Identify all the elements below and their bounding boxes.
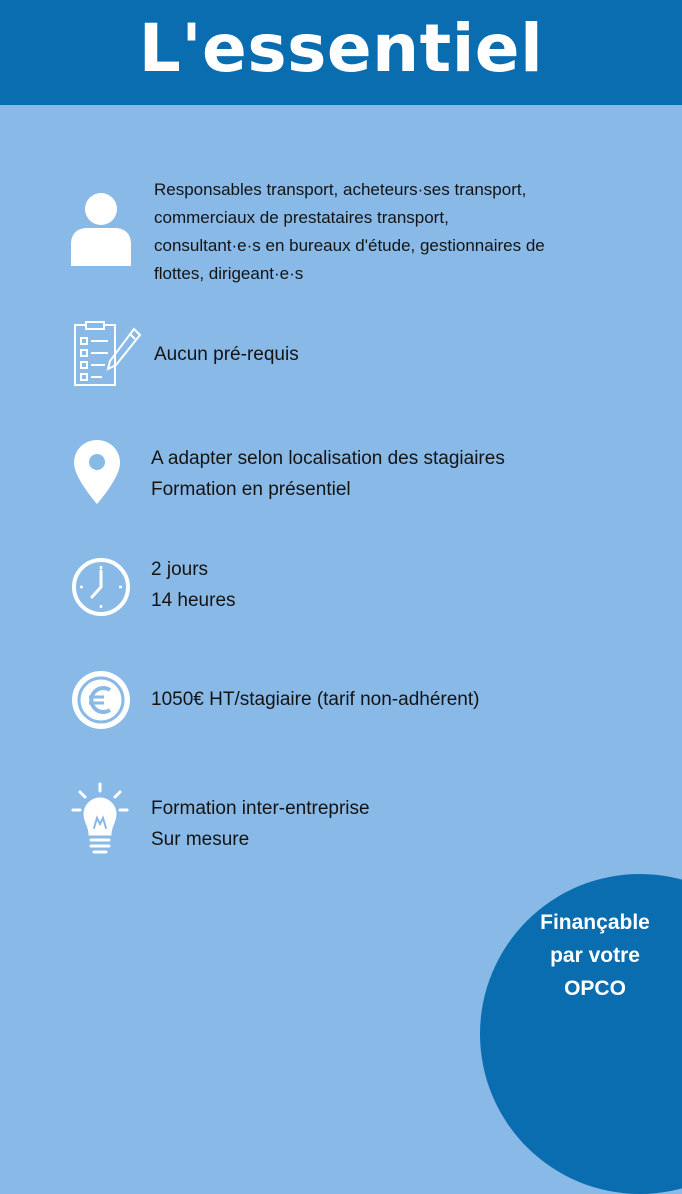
euro-icon xyxy=(71,670,131,730)
audience-line: commerciaux de prestataires transport, xyxy=(154,208,449,227)
prerequisites-line: Aucun pré-requis xyxy=(154,344,299,365)
duration-line: 14 heures xyxy=(151,590,236,611)
location-pin-icon xyxy=(74,440,120,504)
audience-text xyxy=(154,176,674,288)
location-line: Formation en présentiel xyxy=(151,479,351,500)
page-title: L'essentiel xyxy=(138,10,544,87)
person-icon xyxy=(70,192,132,266)
audience-line: flottes, dirigeant·e·s xyxy=(154,264,304,283)
header-banner xyxy=(0,0,682,105)
badge-line: par votre xyxy=(550,944,640,967)
format-text xyxy=(151,793,370,855)
price-text xyxy=(151,684,479,715)
location-line: A adapter selon localisation des stagiaires xyxy=(151,448,505,469)
funding-badge-text xyxy=(506,906,682,1005)
duration-text xyxy=(151,554,236,616)
checklist-icon xyxy=(72,321,142,387)
lightbulb-icon xyxy=(70,782,130,858)
location-text xyxy=(151,443,505,505)
format-line: Sur mesure xyxy=(151,829,250,850)
price-line: 1050€ HT/stagiaire (tarif non-adhérent) xyxy=(151,689,480,710)
badge-line: Finançable xyxy=(540,911,650,934)
badge-line: OPCO xyxy=(564,977,626,1000)
audience-line: Responsables transport, acheteurs·ses transport, xyxy=(154,180,527,199)
duration-line: 2 jours xyxy=(151,559,209,580)
audience-line: consultant·e·s en bureaux d'étude, gestionnaires de xyxy=(154,236,545,255)
prerequisites-text xyxy=(154,339,299,370)
clock-icon xyxy=(71,557,131,617)
format-line: Formation inter-entreprise xyxy=(151,798,370,819)
